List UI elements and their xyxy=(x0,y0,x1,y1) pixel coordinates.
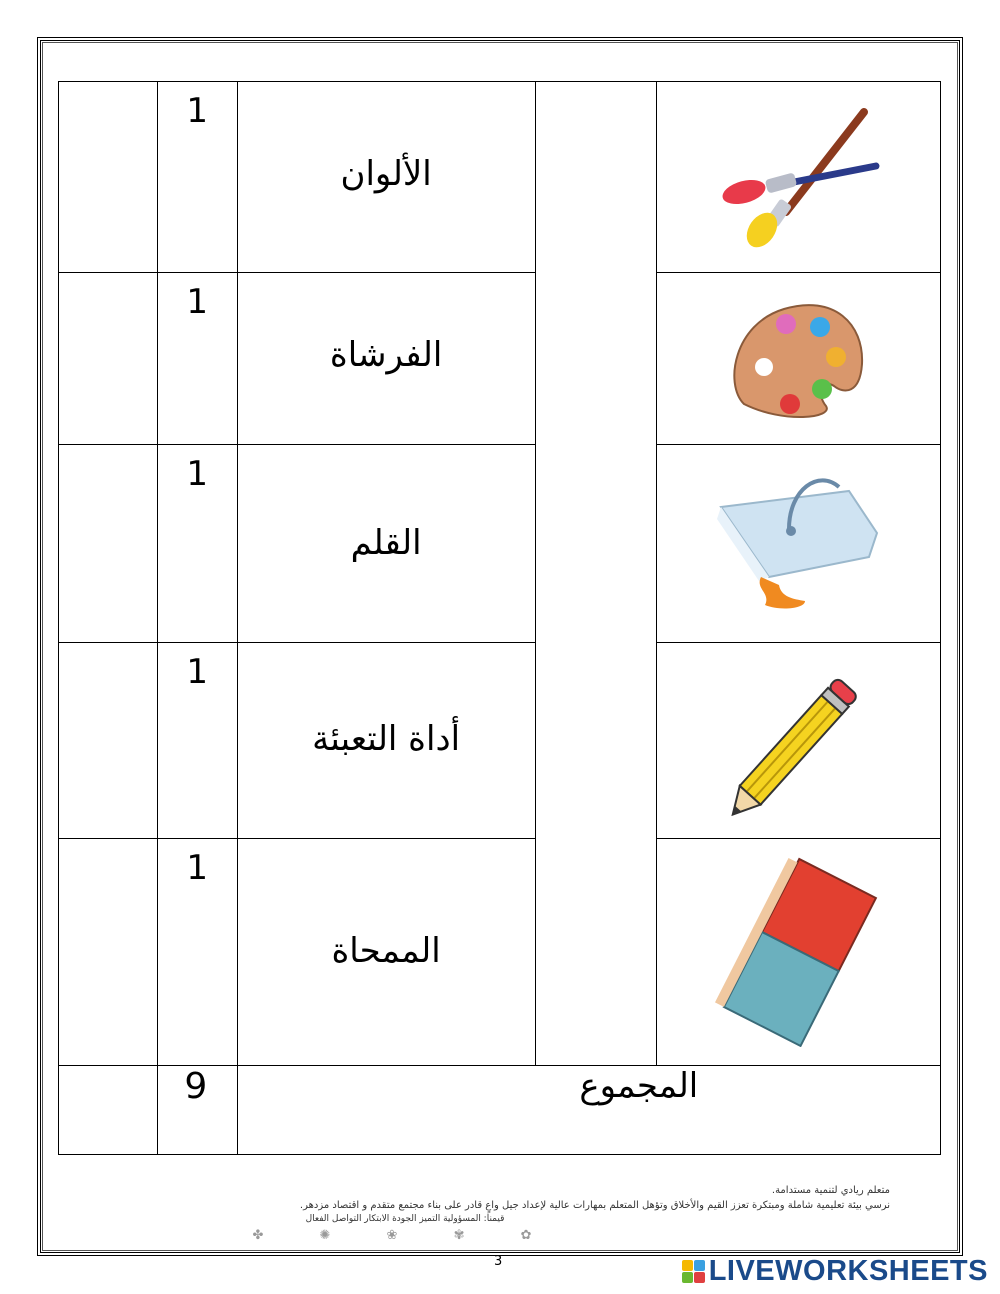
score-cell xyxy=(158,839,237,1066)
score-cell xyxy=(158,82,237,273)
answer-cell[interactable] xyxy=(59,82,158,273)
score-cell xyxy=(158,273,237,445)
match-drop-column[interactable] xyxy=(535,82,656,1066)
score-value: 1 xyxy=(186,282,208,322)
score-value: 1 xyxy=(186,848,208,888)
table-row xyxy=(59,839,941,1066)
pencil-icon xyxy=(714,661,884,821)
table-row xyxy=(59,82,941,273)
answer-cell[interactable] xyxy=(59,643,158,839)
total-value: 9 xyxy=(184,1066,208,1107)
total-row xyxy=(59,1066,941,1155)
paint-bucket-icon xyxy=(709,469,889,619)
total-score-cell xyxy=(158,1066,237,1155)
score-cell xyxy=(158,643,237,839)
answer-cell[interactable] xyxy=(59,839,158,1066)
brand-name: LIVEWORKSHEETS xyxy=(708,1255,988,1287)
word-cell xyxy=(237,839,535,1066)
table-row xyxy=(59,273,941,445)
answer-cell[interactable] xyxy=(59,445,158,643)
word-cell xyxy=(237,643,535,839)
word-cell xyxy=(237,445,535,643)
total-label-cell xyxy=(237,1066,940,1155)
word-cell xyxy=(237,82,535,273)
word-cell xyxy=(237,273,535,445)
answer-cell[interactable] xyxy=(59,273,158,445)
image-cell xyxy=(657,445,941,643)
image-cell xyxy=(657,273,941,445)
total-label: المجموع xyxy=(579,1066,699,1106)
word-label: الألوان xyxy=(340,154,432,194)
liveworksheets-logo-icon xyxy=(682,1260,705,1283)
score-value: 1 xyxy=(186,652,208,692)
total-answer-cell[interactable] xyxy=(59,1066,158,1155)
image-cell xyxy=(657,82,941,273)
liveworksheets-brand xyxy=(682,1255,988,1288)
footer-values: قيمنا: المسؤولية التميز الجودة الابتكار التواصل الفعال xyxy=(305,1214,505,1224)
values-icons: ✿ ✾ ❀ ✺ ✤ xyxy=(252,1228,558,1243)
footer-vision: متعلم ريادي لتنمية مستدامة. xyxy=(771,1185,890,1196)
score-cell xyxy=(158,445,237,643)
word-label: القلم xyxy=(350,523,422,563)
page-number: 3 xyxy=(494,1254,503,1269)
paint-brushes-icon xyxy=(714,102,884,252)
image-cell xyxy=(657,839,941,1066)
paint-palette-icon xyxy=(724,294,874,424)
matching-table xyxy=(58,81,941,1155)
footer-mission: نرسي بيئة تعليمية شاملة ومبتكرة تعزز القيم والأخلاق وتؤهل المتعلم بمهارات عالية لإعداد جيل واعٍ قادر على بناء مجتمع متقدم و اقتصاد مزدهر. xyxy=(299,1200,890,1211)
word-label: أداة التعبئة xyxy=(312,719,461,759)
school-footer xyxy=(70,1185,920,1243)
word-label: الممحاة xyxy=(331,931,441,971)
score-value: 1 xyxy=(186,454,208,494)
table-row xyxy=(59,445,941,643)
image-cell xyxy=(657,643,941,839)
score-value: 1 xyxy=(186,91,208,131)
word-label: الفرشاة xyxy=(329,335,443,375)
eraser-icon xyxy=(709,857,889,1047)
table-row xyxy=(59,643,941,839)
